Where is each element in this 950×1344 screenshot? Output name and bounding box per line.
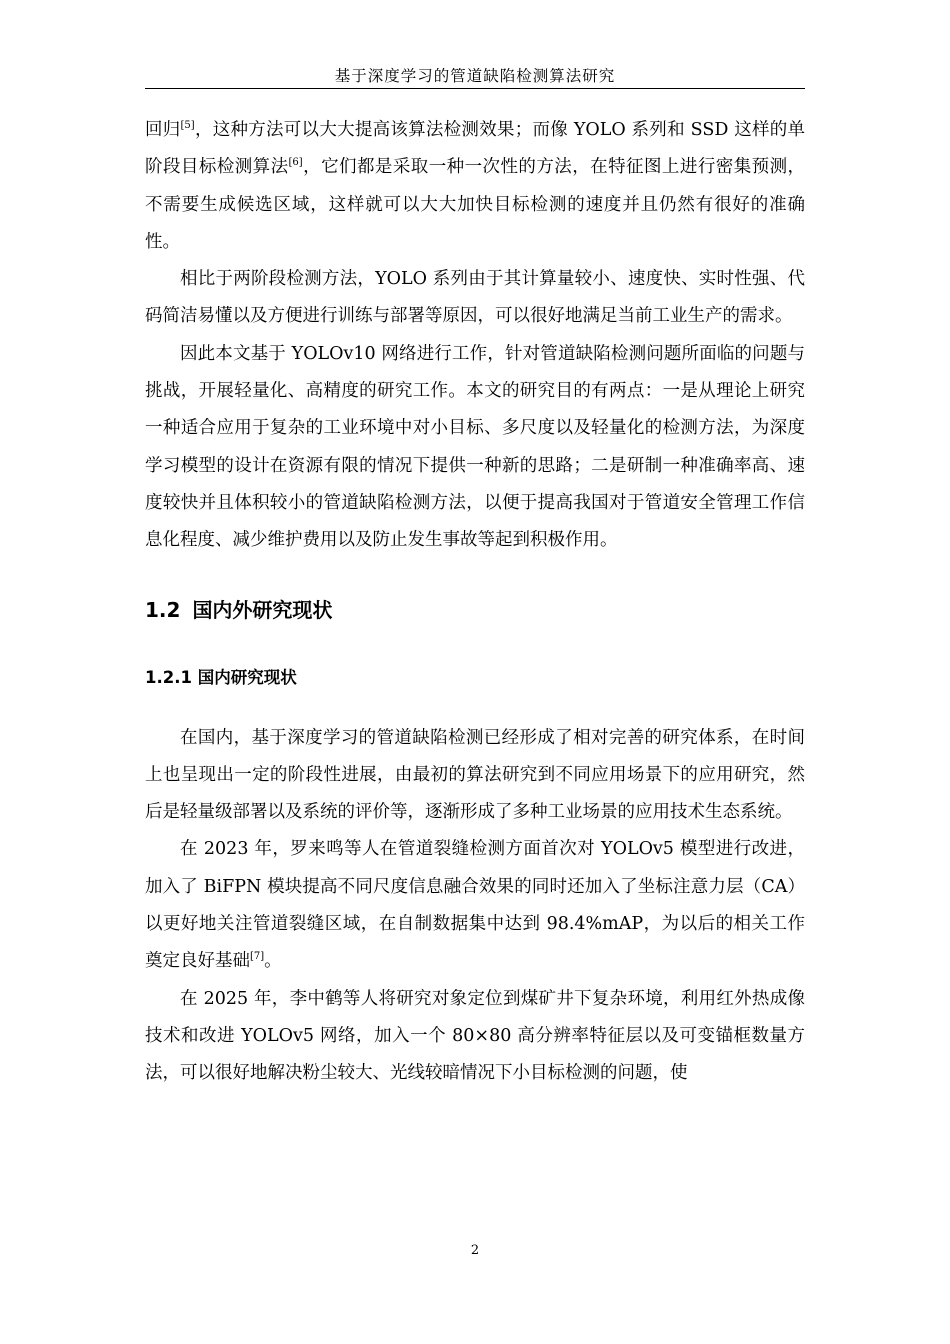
header-rule — [145, 88, 805, 89]
text-run: 在 2023 年，罗来鸣等人在管道裂缝检测方面首次对 YOLOv5 模型进行改进，加入了 BiFPN 模块提高不同尺度信息融合效果的同时还加入了坐标注意力层（CA）以更好地关注管道裂缝区域，在自制数据集中达到 98.4%mAP，为以后的相关工作奠定良好基础 — [145, 839, 805, 972]
page-number: 2 — [470, 1243, 480, 1258]
text-run: 回归 — [145, 120, 181, 140]
paragraph — [145, 336, 805, 560]
citation-ref: [6] — [288, 157, 303, 169]
text-run: 因此本文基于 YOLOv10 网络进行工作，针对管道缺陷检测问题所面临的问题与挑战，开展轻量化、高精度的研究工作。本文的研究目的有两点：一是从理论上研究一种适合应用于复杂的工业环境中对小目标、多尺度以及轻量化的检测方法，为深度学习模型的设计在资源有限的情况下提供一种新的思路；二是研制一种准确率高、速度较快并且体积较小的管道缺陷检测方法，以便于提高我国对于管道安全管理工作信息化程度、减少维护费用以及防止发生事故等起到积极作用。 — [145, 343, 805, 551]
citation-ref: [7] — [250, 951, 265, 963]
text-run: 相比于两阶段检测方法，YOLO 系列由于其计算量较小、速度快、实时性强、代码简洁易懂以及方便进行训练与部署等原因，可以很好地满足当前工业生产的需求。 — [145, 269, 805, 327]
section-number: 1.2 — [145, 597, 181, 622]
text-run: ，这种方法可以大大提高该算法检测效果；而像 YOLO 系列和 SSD 这样的单阶段目标检测算法 — [145, 120, 805, 178]
paragraph — [145, 261, 805, 336]
text-run: 。 — [264, 951, 282, 972]
paragraph — [145, 720, 805, 832]
text-run: ，它们都是采取一种一次性的方法，在特征图上进行密集预测，不需要生成候选区域，这样就可以大大加快目标检测的速度并且仍然有很好的准确性。 — [145, 157, 806, 252]
paragraph — [145, 112, 805, 261]
running-header: 基于深度学习的管道缺陷检测算法研究 — [334, 67, 616, 85]
subsection-heading: 1.2.1 国内研究现状 — [145, 667, 297, 687]
text-run: 在 2025 年，李中鹤等人将研究对象定位到煤矿井下复杂环境，利用红外热成像技术和改进 YOLOv5 网络，加入一个 80×80 高分辨率特征层以及可变锚框数量方法，可以很好地解决粉尘较大、光线较暗情况下小目标检测的问题，使 — [145, 988, 805, 1084]
text-run: 在国内，基于深度学习的管道缺陷检测已经形成了相对完善的研究体系，在时间上也呈现出一定的阶段性进展，由最初的算法研究到不同应用场景下的应用研究，然后是轻量级部署以及系统的评价等，逐渐形成了多种工业场景的应用技术生态系统。 — [145, 727, 805, 823]
section-heading — [145, 584, 805, 636]
paragraph — [145, 981, 805, 1093]
page-body — [145, 112, 805, 1093]
paragraph — [145, 831, 805, 980]
section-title: 国内外研究现状 — [192, 597, 333, 622]
citation-ref: [5] — [180, 120, 195, 132]
